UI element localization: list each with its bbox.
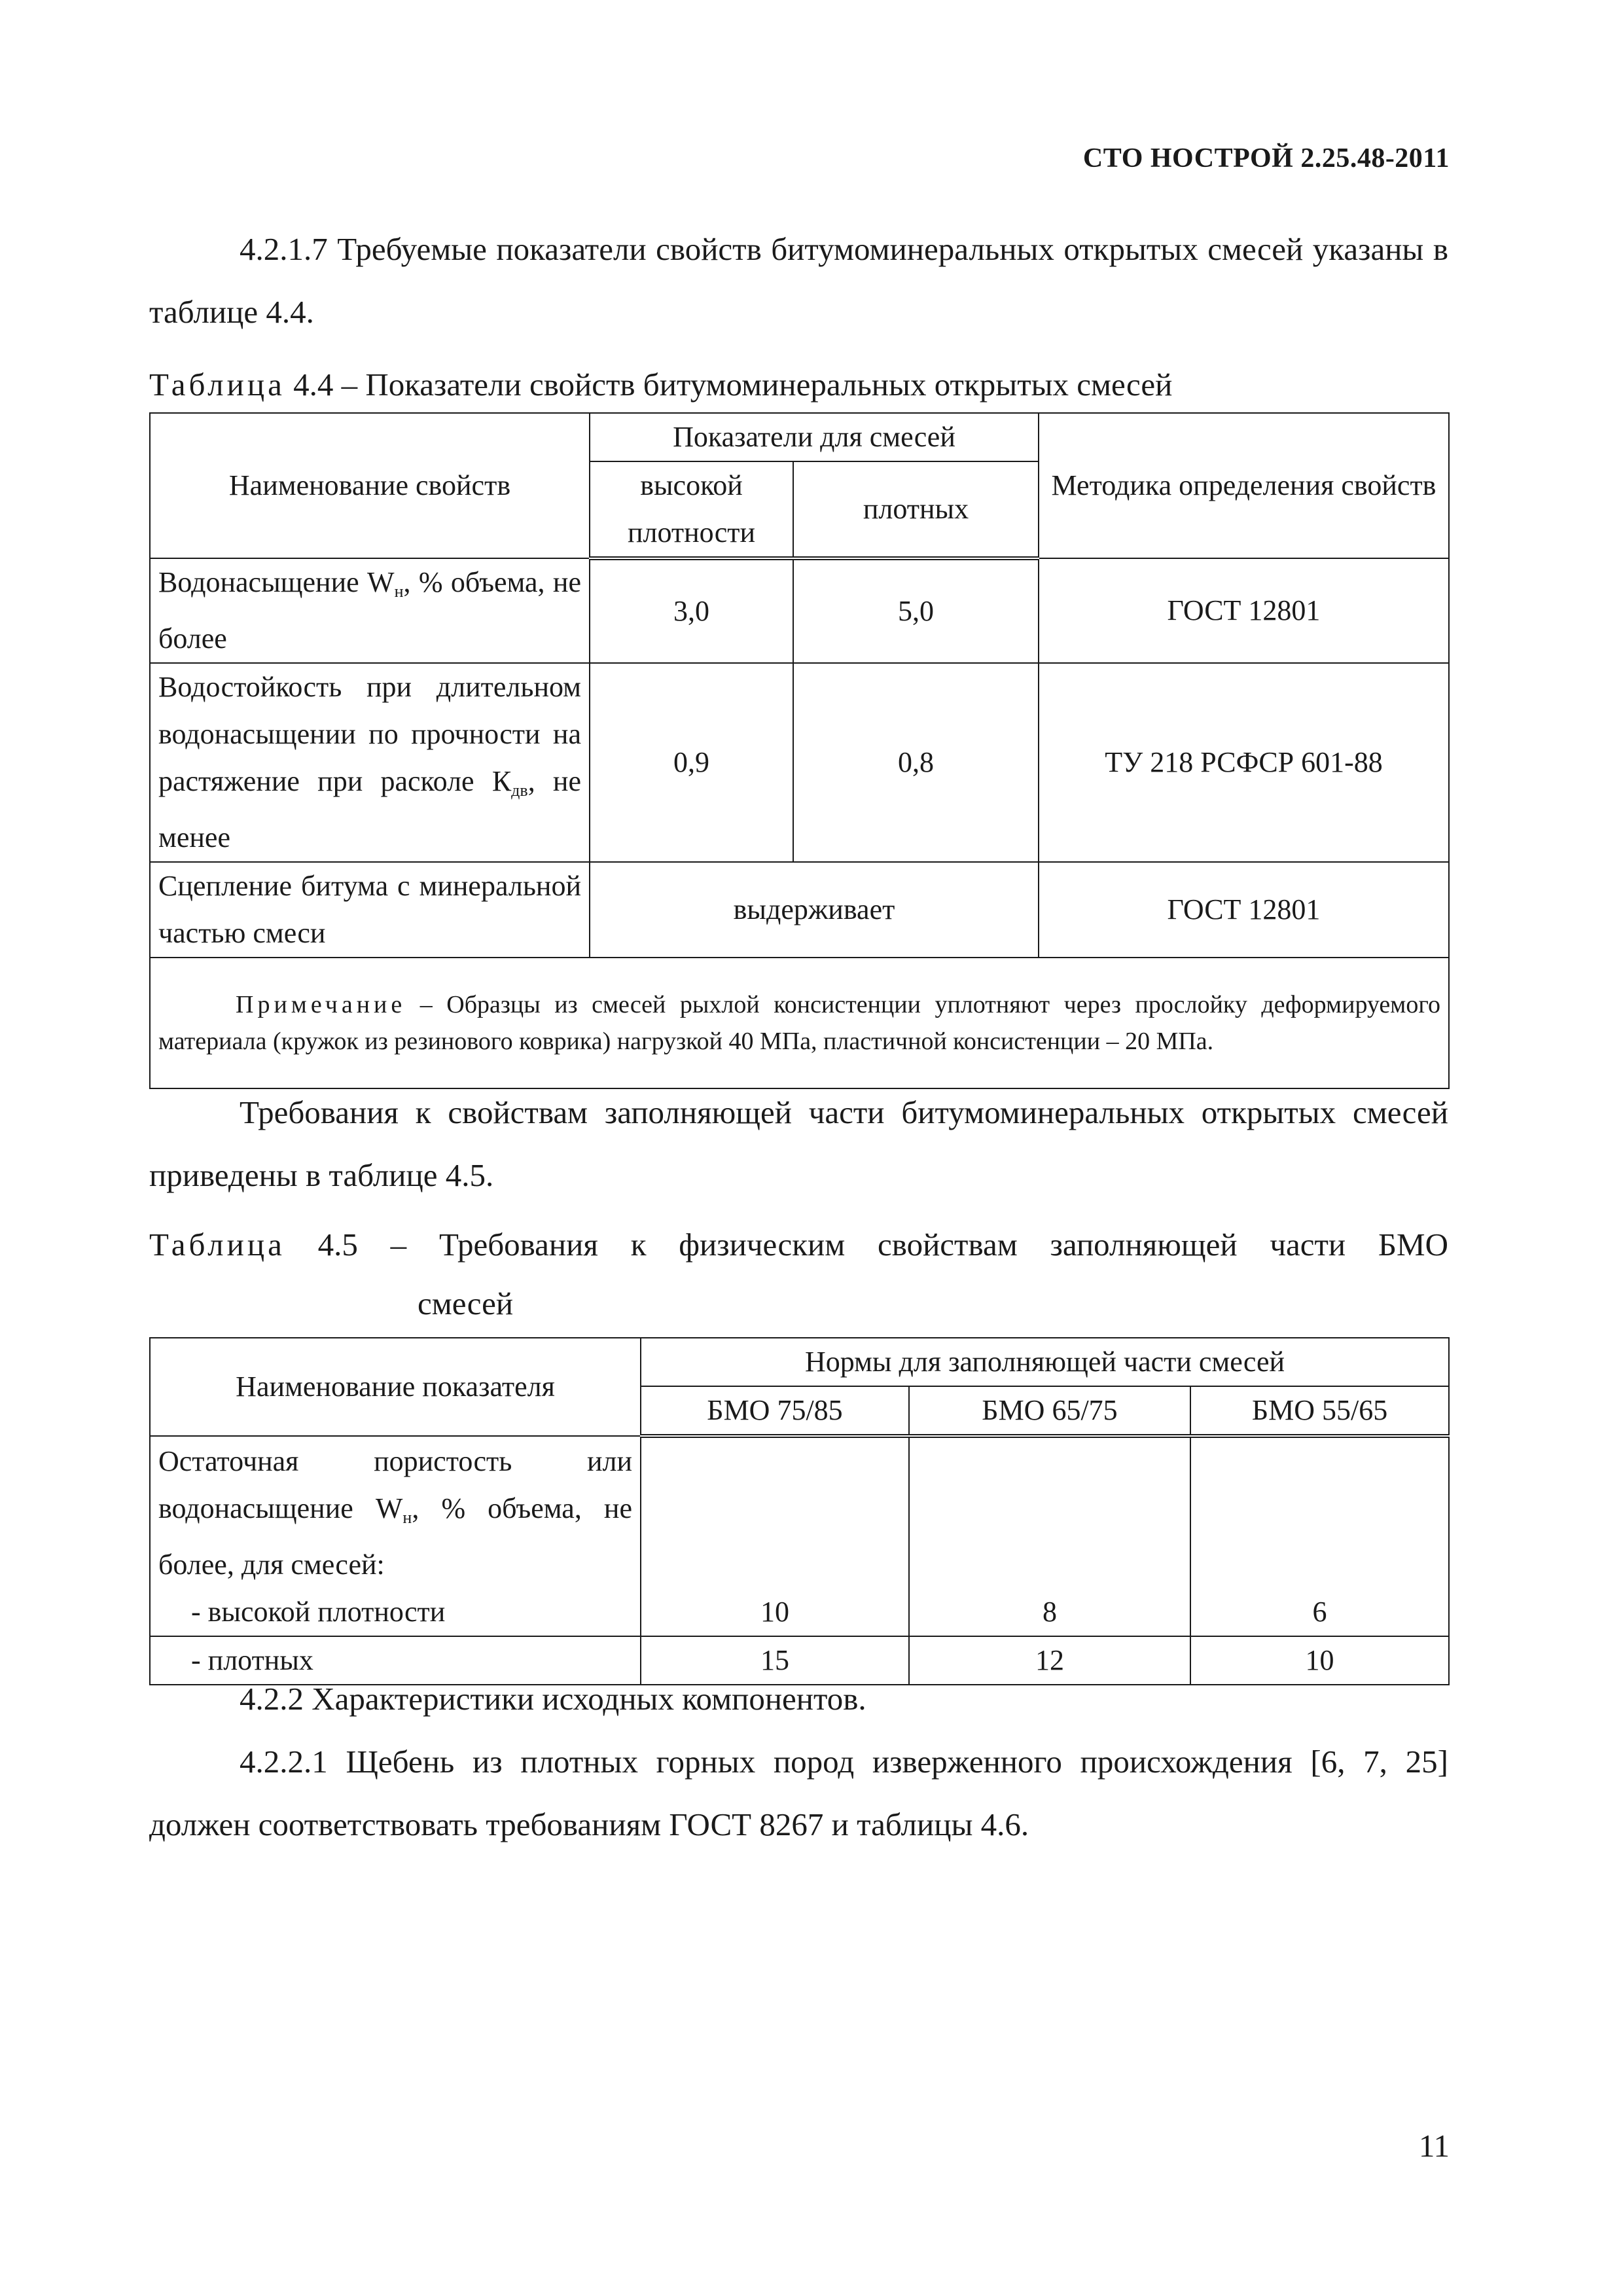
table-4-5-caption: [149, 1225, 1448, 1265]
header-method: Методика определения свойств: [1039, 413, 1449, 558]
header-norms-group: Нормы для заполняющей части смесей: [641, 1338, 1449, 1386]
table-4-5-caption-continued: смесей: [418, 1285, 514, 1321]
table-row: [150, 862, 1449, 958]
cell-value: 10: [641, 1436, 909, 1636]
note-text: – Образцы из смесей рыхлой консистенции уплотняют через прослойку деформируемого материала (кружок из резинового коврика) нагрузкой 40 МПа, пластичной консистенции – 20 МПа.: [158, 991, 1440, 1055]
table-note: [150, 958, 1449, 1088]
paragraph-table-4-5-intro: [149, 1081, 1448, 1207]
row-property-name: [150, 558, 590, 663]
cell-high: 3,0: [590, 558, 793, 663]
caption-label: Таблица: [149, 367, 285, 403]
paragraph-text: 4.2.2 Характеристики исходных компонентов.: [240, 1681, 866, 1717]
sub-row-label: - плотных: [191, 1644, 313, 1676]
header-dense: плотных: [793, 461, 1039, 558]
cell-value: 8: [909, 1436, 1190, 1636]
table-row: [150, 558, 1449, 663]
cell-value: 10: [1190, 1636, 1449, 1685]
cell-dense: 0,8: [793, 663, 1039, 862]
header-bmo-75-85: БМО 75/85: [641, 1386, 909, 1436]
paragraph-text: 4.2.1.7 Требуемые показатели свойств битумоминеральных открытых смесей указаны в таблице 4.4.: [149, 231, 1448, 330]
caption-label: Таблица: [149, 1227, 285, 1263]
name-subscript: н: [394, 582, 404, 601]
name-part: Водонасыщение W: [158, 566, 395, 598]
name-part: , не менее: [158, 765, 581, 853]
sub-row-label: - высокой плотности: [191, 1596, 446, 1628]
page-number: 11: [1418, 2128, 1450, 2164]
name-subscript: н: [402, 1508, 412, 1527]
row-indicator-name: [150, 1436, 641, 1636]
name-part: Водостойкость при длительном водонасыщении по прочности на растяжение при расколе К: [158, 671, 581, 797]
caption-text: 4.5 – Требования к физическим свойствам заполняющей части БМО: [285, 1227, 1448, 1263]
cell-method: ГОСТ 12801: [1039, 558, 1449, 663]
paragraph-text: Требования к свойствам заполняющей части битумоминеральных открытых смесей приведены в таблице 4.5.: [149, 1094, 1448, 1193]
table-row: [150, 663, 1449, 862]
paragraph-text: 4.2.2.1 Щебень из плотных горных пород изверженного происхождения [6, 7, 25] должен соответствовать требованиям ГОСТ 8267 и таблицы 4.6.: [149, 1744, 1448, 1842]
header-bmo-55-65: БМО 55/65: [1190, 1386, 1449, 1436]
paragraph-4-2-2: [149, 1668, 1448, 1731]
row-property-name: [150, 663, 590, 862]
table-4-4-caption: [149, 365, 1448, 404]
table-row: [150, 1436, 1449, 1636]
note-label: Примечание: [236, 991, 406, 1018]
cell-value: 15: [641, 1636, 909, 1685]
document-code: СТО НОСТРОЙ 2.25.48-2011: [1082, 143, 1450, 173]
name-part: Остаточная пористость или водонасыщение W: [158, 1445, 632, 1524]
header-bmo-65-75: БМО 65/75: [909, 1386, 1190, 1436]
cell-value-merged: выдерживает: [590, 862, 1039, 958]
caption-text: 4.4 – Показатели свойств битумоминеральных открытых смесей: [285, 367, 1173, 403]
cell-value: 12: [909, 1636, 1190, 1685]
table-4-5: [149, 1337, 1450, 1685]
cell-method: ГОСТ 12801: [1039, 862, 1449, 958]
table-4-4: [149, 412, 1450, 1089]
cell-dense: 5,0: [793, 558, 1039, 663]
row-property-name: Сцепление битума с минеральной частью смеси: [150, 862, 590, 958]
header-indicator-name: Наименование показателя: [150, 1338, 641, 1436]
cell-method: ТУ 218 РСФСР 601-88: [1039, 663, 1449, 862]
paragraph-4-2-1-7: [149, 218, 1448, 344]
header-property-name: Наименование свойств: [150, 413, 590, 558]
name-part: , % объема, не более: [158, 566, 581, 655]
paragraph-4-2-2-1: [149, 1731, 1448, 1856]
cell-high: 0,9: [590, 663, 793, 862]
name-part: , % объема, не более, для смесей:: [158, 1492, 632, 1581]
header-high-density: высокой плотности: [590, 461, 793, 558]
cell-value: 6: [1190, 1436, 1449, 1636]
header-indicators-group: Показатели для смесей: [590, 413, 1039, 461]
name-subscript: дв: [511, 781, 528, 800]
